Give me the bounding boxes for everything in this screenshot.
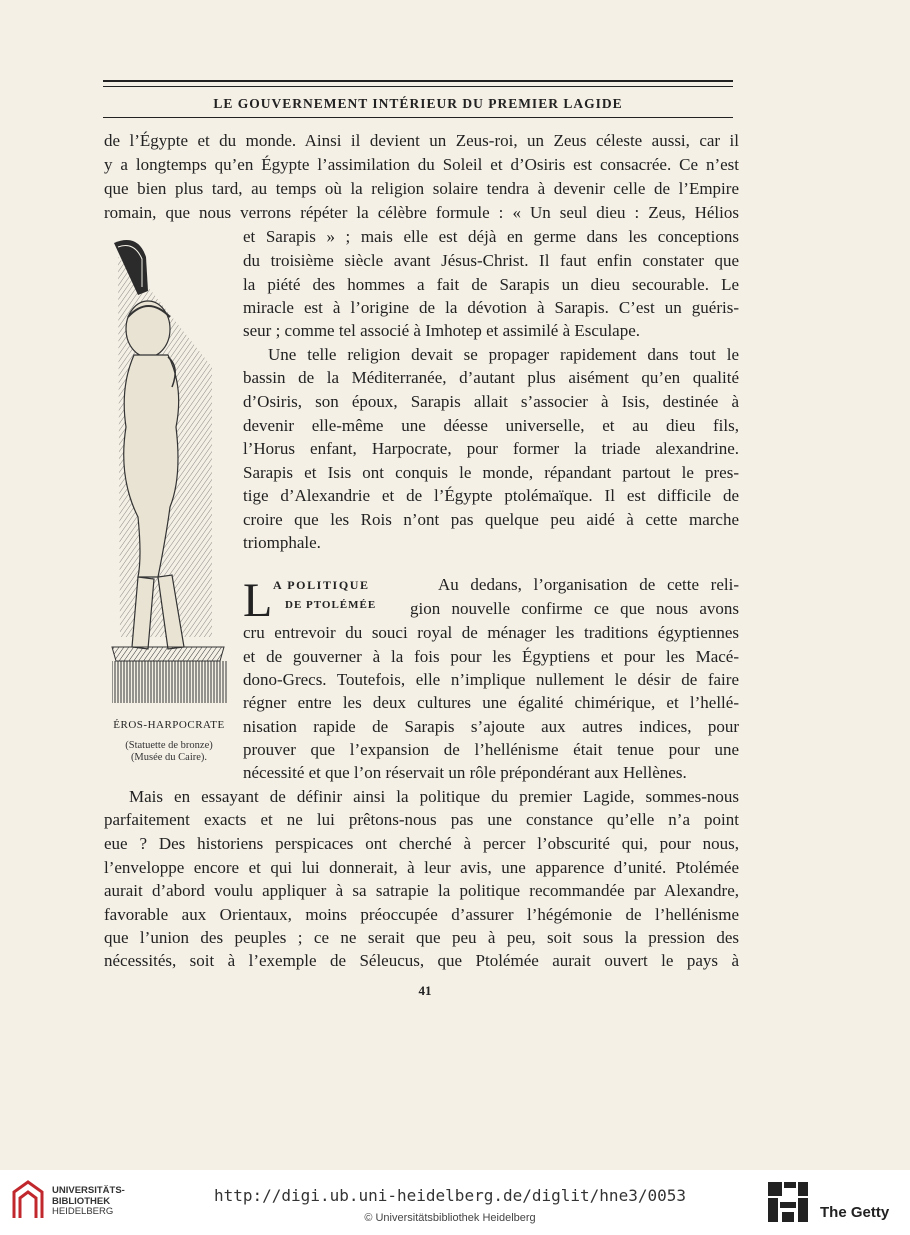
- university-library-logo-icon[interactable]: [10, 1178, 46, 1222]
- library-name-line: BIBLIOTHEK: [52, 1195, 111, 1207]
- figure-caption-title: ÉROS-HARPOCRATE: [113, 719, 225, 731]
- text-line: seur ; comme tel associé à Imhotep et assimilé à Esculape.: [243, 321, 641, 340]
- permalink-url[interactable]: http://digi.ub.uni-heidelberg.de/diglit/hne3/0053: [213, 1186, 686, 1205]
- text-line: triomphale.: [243, 533, 321, 552]
- copyright-notice: © Universitätsbibliothek Heidelberg: [364, 1212, 536, 1224]
- text-line: eue ? Des historiens perspicaces ont cherché à percer l’obscurité qui, pour nous,: [104, 834, 739, 853]
- text-line: favorable aux Orientaux, moins préoccupée d’assurer l’hégémonie de l’hellénisme: [104, 905, 739, 924]
- text-line: l’Horus enfant, Harpocrate, pour former la triade alexandrine.: [243, 439, 739, 458]
- caption-line: (Statuette de bronze): [125, 740, 213, 751]
- text-line: et de gouverner à la fois pour les Égyptiens et pour les Macé-: [243, 647, 739, 666]
- section-heading-line1: A POLITIQUE: [273, 578, 370, 592]
- text-line: romain, que nous verrons répéter la célèbre formule : « Un seul dieu : Zeus, Hélios: [104, 203, 739, 222]
- text-line: Au dedans, l’organisation de cette reli-: [438, 575, 739, 594]
- text-line: de l’Égypte et du monde. Ainsi il devient un Zeus-roi, un Zeus céleste aussi, car il: [104, 131, 739, 150]
- text-line: miracle est à l’origine de la dévotion à Sarapis. C’est un guéris-: [243, 298, 739, 317]
- text-line: croire que les Rois n’ont pas quelque peu aidé à cette marche: [243, 510, 739, 529]
- text-line: devenir elle-même une déesse universelle, et au dieu fils,: [243, 416, 739, 435]
- text-line: cru entrevoir du souci royal de ménager les traditions égyptiennes: [243, 623, 739, 642]
- figure-caption-details: [105, 740, 233, 764]
- text-line: et Sarapis » ; mais elle est déjà en germe dans les conceptions: [243, 227, 739, 246]
- text-line: que l’union des peuples ; ce ne serait que peu à peu, soit sous la pression des: [104, 928, 739, 947]
- text-line: Sarapis et Isis ont conquis le monde, répandant partout le pres-: [243, 463, 739, 482]
- text-line: du troisième siècle avant Jésus-Christ. Il faut enfin constater que: [243, 251, 739, 270]
- paragraph-first-line: Mais en essayant de définir ainsi la politique du premier Lagide, sommes-nous: [129, 787, 739, 806]
- statuette-illustration: [108, 237, 232, 705]
- page-number: 41: [418, 983, 432, 998]
- text-line: régner entre les deux cultures une égalité chimérique, et l’hellé-: [243, 693, 739, 712]
- text-line: que bien plus tard, au temps où la religion solaire tendra à devenir celle de l’Empire: [104, 179, 739, 198]
- text-line: y a longtemps qu’en Égypte l’assimilation du Soleil et d’Osiris est consacrée. Ce n’est: [104, 155, 739, 174]
- text-line: tige d’Alexandrie et de l’Égypte ptolémaïque. Il est difficile de: [243, 486, 739, 505]
- text-line: aurait d’abord voulu appliquer à sa satrapie la politique recommandée par Alexandre,: [104, 881, 739, 900]
- caption-line: (Musée du Caire).: [130, 752, 208, 763]
- text-line: bassin de la Méditerranée, d’autant plus aisément qu’en qualité: [243, 368, 739, 387]
- paragraph-first-line: Une telle religion devait se propager rapidement dans tout le: [268, 345, 739, 364]
- text-line: nécessités, soit à l’exemple de Séleucus, que Ptolémée aurait ouvert le pays à: [104, 951, 739, 970]
- library-name-line: HEIDELBERG: [52, 1206, 114, 1217]
- text-line: nécessité et que l’on réservait un rôle prépondérant aux Hellènes.: [243, 763, 687, 782]
- getty-logo-icon[interactable]: [766, 1180, 810, 1224]
- running-head: LE GOUVERNEMENT INTÉRIEUR DU PREMIER LAGIDE: [213, 96, 623, 111]
- top-rule-thick: [103, 80, 733, 82]
- running-head-rule: [103, 117, 733, 118]
- text-line: nisation rapide de Sarapis s’ajoute aux autres indices, pour: [243, 717, 739, 736]
- section-heading-line2: DE PTOLÉMÉE: [285, 599, 377, 611]
- library-name-line: UNIVERSITÄTS-: [52, 1185, 125, 1196]
- text-line: parfaitement exacts et ne lui prêtons-nous pas une constance qu’elle n’a point: [104, 810, 739, 829]
- text-line: prouver que l’expansion de l’hellénisme était tenue pour une: [243, 740, 739, 759]
- text-line: d’Osiris, son époux, Sarapis allait s’associer à Isis, destinée à: [243, 392, 739, 411]
- drop-cap: L: [243, 574, 273, 627]
- text-line: gion nouvelle confirme ce que nous avons: [410, 599, 739, 618]
- text-line: dono-Grecs. Toutefois, elle n’implique nullement le désir de faire: [243, 670, 739, 689]
- top-rule-thin: [103, 86, 733, 87]
- getty-label[interactable]: The Getty: [820, 1204, 890, 1221]
- library-name[interactable]: [52, 1186, 125, 1218]
- text-line: la piété des hommes a fait de Sarapis un dieu secourable. Le: [243, 275, 739, 294]
- text-line: l’enveloppe encore et qui lui donnerait, à leur avis, une apparence d’unité. Ptolémée: [104, 858, 739, 877]
